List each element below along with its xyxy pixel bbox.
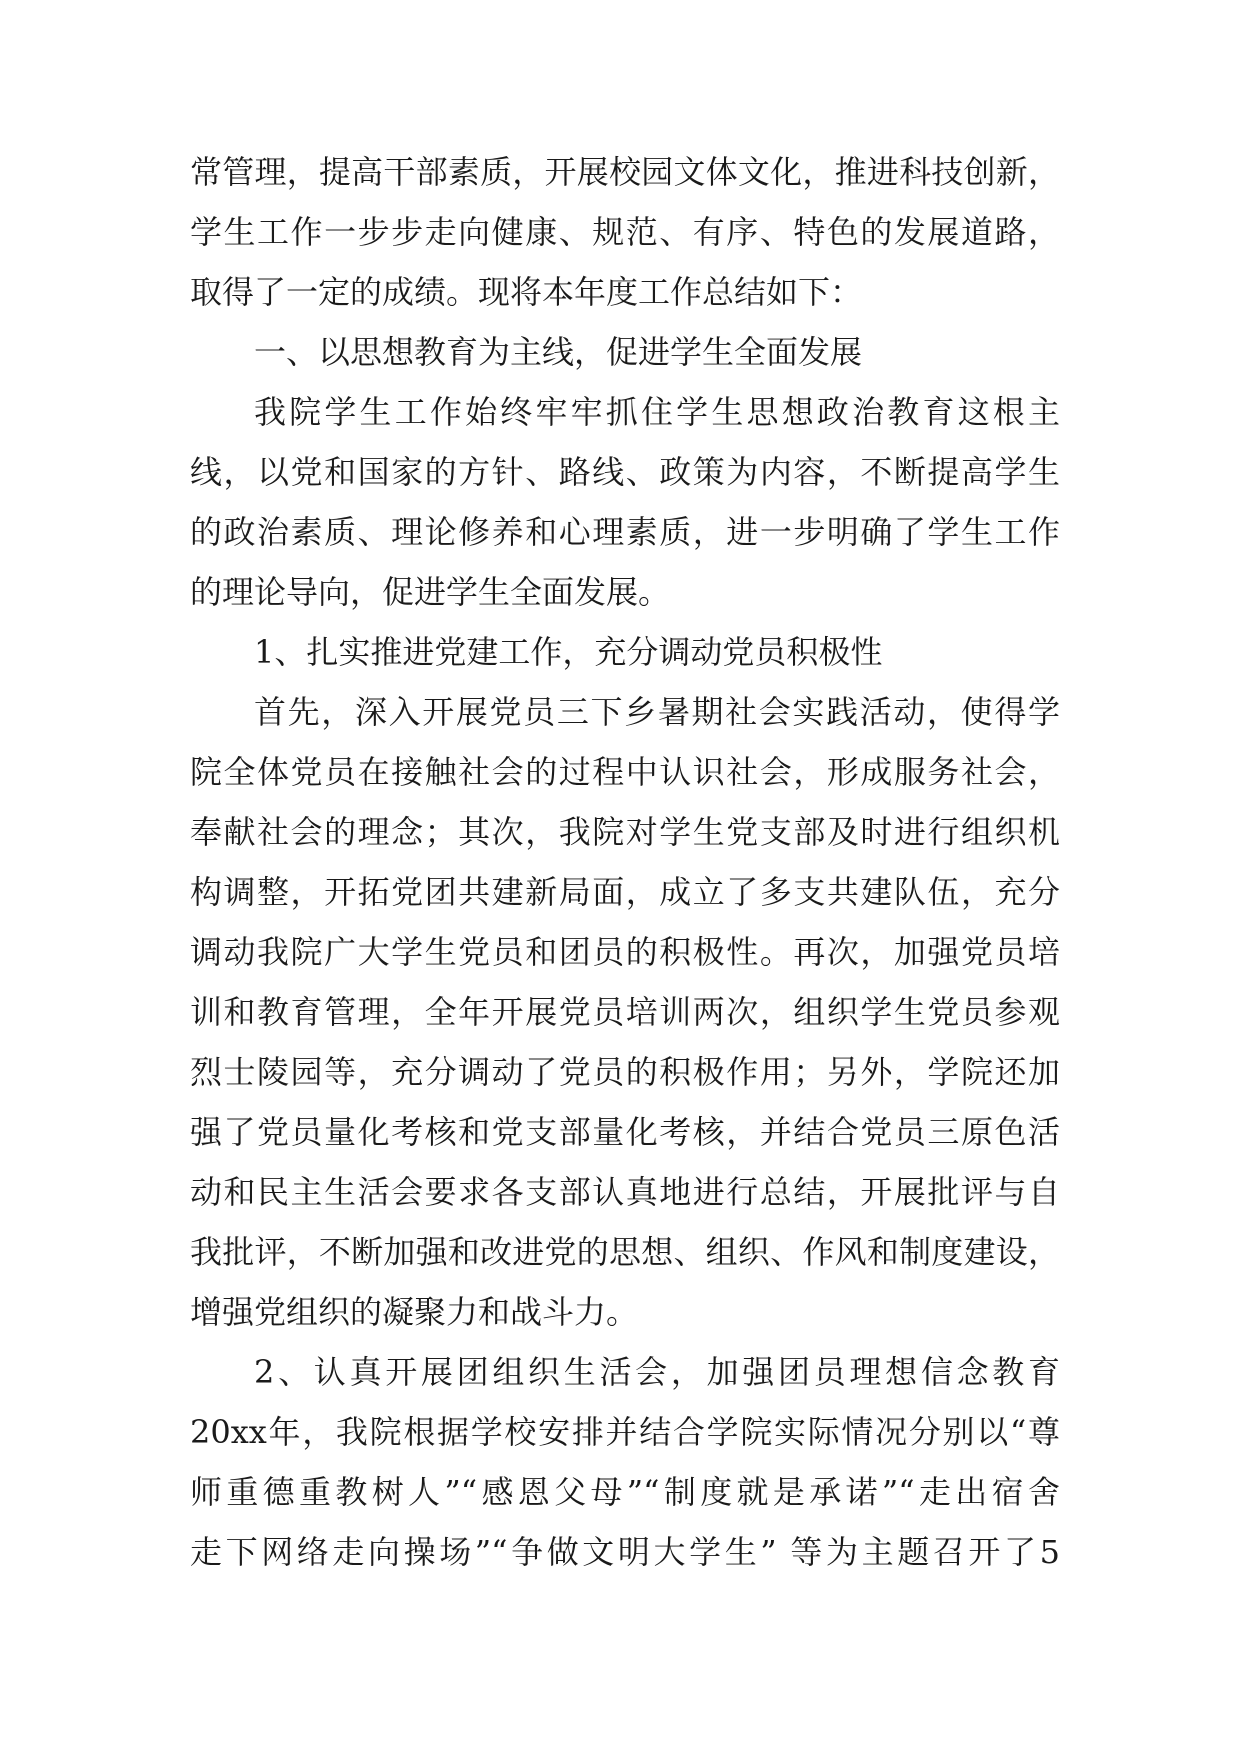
text-line-24: 走下网络走向操场”“争做文明大学生” 等为主题召开了5	[190, 1533, 1060, 1571]
text-line-6: 线，以党和国家的方针、路线、政策为内容，不断提高学生	[190, 453, 1060, 491]
text-line-5: 我院学生工作始终牢牢抓住学生思想政治教育这根主	[254, 393, 1060, 431]
text-line-13: 构调整，开拓党团共建新局面，成立了多支共建队伍，充分	[190, 873, 1060, 911]
text-line-14: 调动我院广大学生党员和团员的积极性。再次，加强党员培	[190, 933, 1060, 971]
text-line-3: 取得了一定的成绩。现将本年度工作总结如下：	[190, 273, 863, 311]
text-line-22: 20xx年，我院根据学校安排并结合学院实际情况分别以“尊	[190, 1413, 1060, 1451]
text-line-17: 强了党员量化考核和党支部量化考核，并结合党员三原色活	[190, 1113, 1060, 1151]
text-line-2: 学生工作一步步走向健康、规范、有序、特色的发展道路，	[190, 213, 1060, 251]
text-line-11: 院全体党员在接触社会的过程中认识社会，形成服务社会，	[190, 753, 1060, 791]
text-line-12: 奉献社会的理念；其次，我院对学生党支部及时进行组织机	[190, 813, 1060, 851]
text-line-23: 师重德重教树人”“感恩父母”“制度就是承诺”“走出宿舍	[190, 1473, 1060, 1511]
text-line-15: 训和教育管理，全年开展党员培训两次，组织学生党员参观	[190, 993, 1060, 1031]
text-line-1: 常管理，提高干部素质，开展校园文体文化，推进科技创新，	[190, 153, 1060, 191]
text-line-7: 的政治素质、理论修养和心理素质，进一步明确了学生工作	[190, 513, 1060, 551]
text-line-20: 增强党组织的凝聚力和战斗力。	[190, 1293, 639, 1331]
text-line-8: 的理论导向，促进学生全面发展。	[190, 573, 671, 611]
subsection-heading-1: 1、扎实推进党建工作，充分调动党员积极性	[254, 633, 883, 671]
section-heading-1: 一、以思想教育为主线，促进学生全面发展	[254, 333, 863, 371]
subsection-heading-2: 2、认真开展团组织生活会，加强团员理想信念教育	[254, 1353, 1060, 1391]
text-line-16: 烈士陵园等，充分调动了党员的积极作用；另外，学院还加	[190, 1053, 1060, 1091]
text-line-10: 首先，深入开展党员三下乡暑期社会实践活动，使得学	[254, 693, 1060, 731]
text-line-18: 动和民主生活会要求各支部认真地进行总结，开展批评与自	[190, 1173, 1060, 1211]
text-line-19: 我批评，不断加强和改进党的思想、组织、作风和制度建设，	[190, 1233, 1060, 1271]
